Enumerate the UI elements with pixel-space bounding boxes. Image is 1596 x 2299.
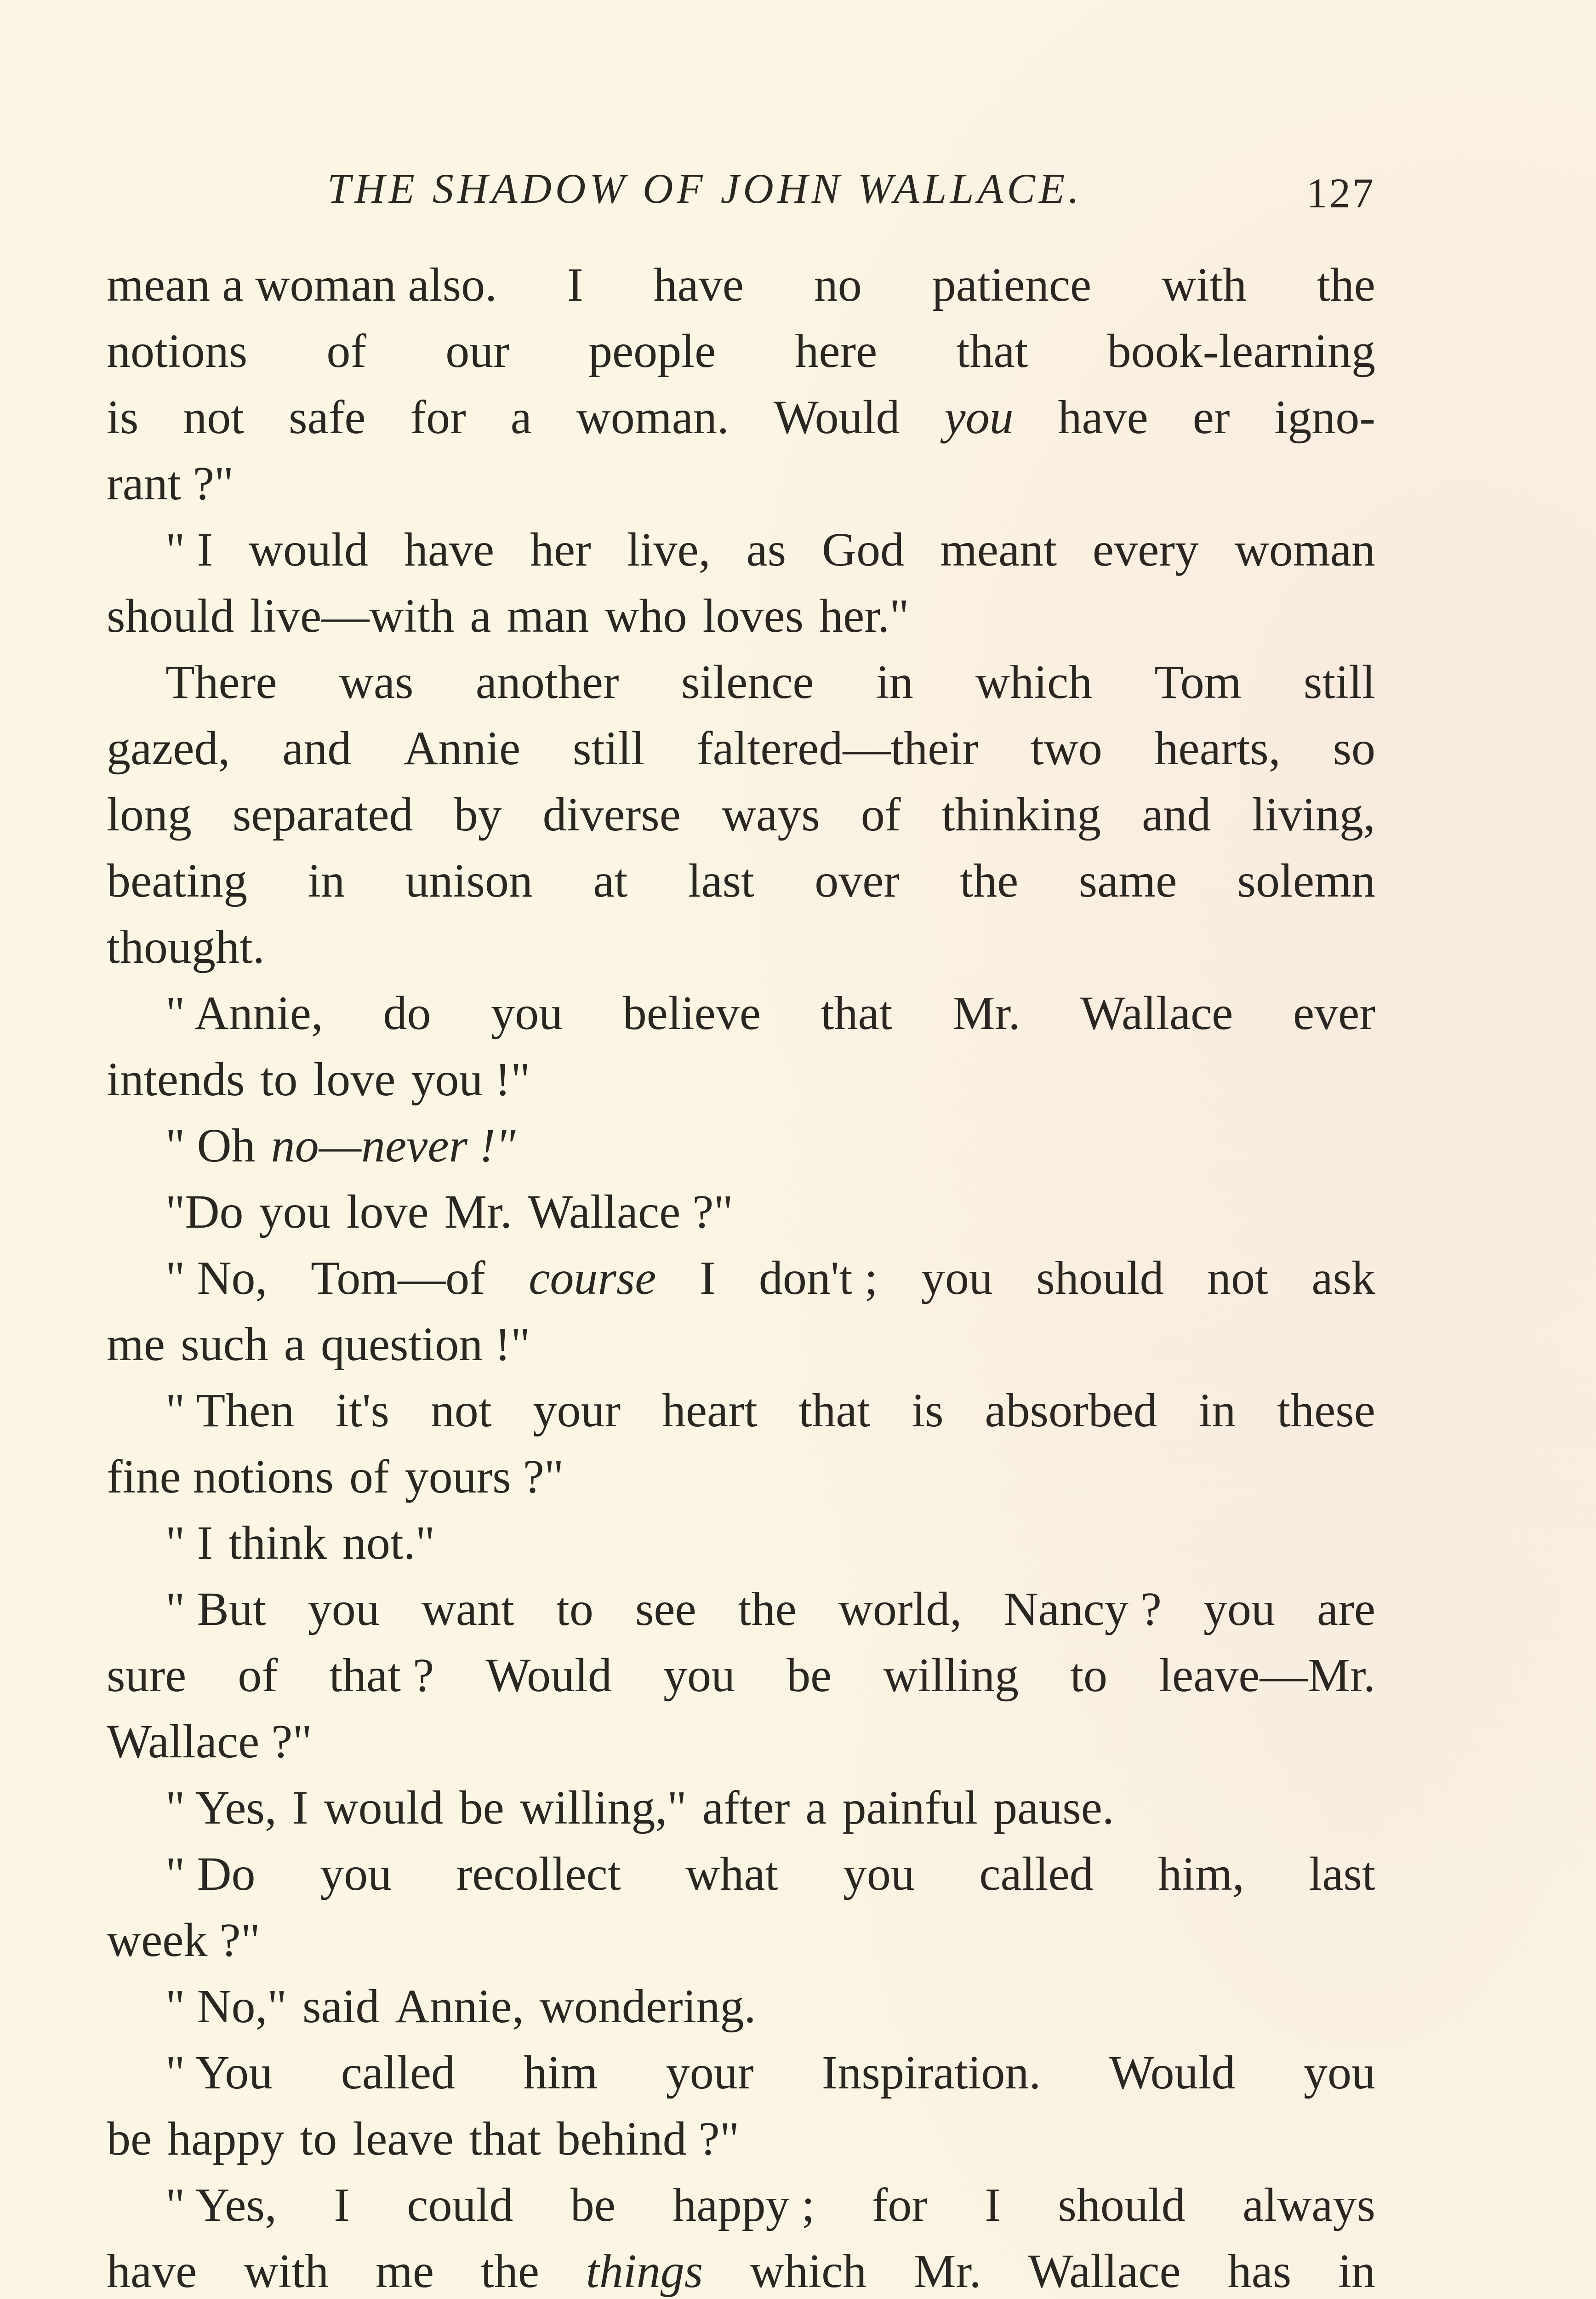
text-line: " But you want to see the world, Nancy ? you are xyxy=(165,1583,1375,1636)
text-line: " Yes, I would be willing," after a painful pause. xyxy=(165,1781,1114,1834)
text-line: me such a question !" xyxy=(107,1318,530,1371)
text-line: have with me the things which Mr. Wallace has in xyxy=(107,2245,1375,2298)
text-line: be happy to leave that behind ?" xyxy=(107,2112,740,2165)
text-line: rant ?" xyxy=(107,457,234,510)
text-line: There was another silence in which Tom still xyxy=(165,656,1375,709)
text-line: sure of that ? Would you be willing to leave—Mr. xyxy=(107,1649,1375,1702)
text-line: Wallace ?" xyxy=(107,1715,312,1768)
text-line: " Oh no—never !" xyxy=(165,1119,516,1172)
text-line: long separated by diverse ways of thinking and living, xyxy=(107,788,1375,841)
text-line: thought. xyxy=(107,921,265,973)
text-line: " I would have her live, as God meant every woman xyxy=(165,523,1375,576)
page-header xyxy=(107,156,1375,221)
text-line: notions of our people here that book-learning xyxy=(107,325,1375,377)
text-line: " Then it's not your heart that is absorbed in these xyxy=(165,1384,1375,1437)
page-number: 127 xyxy=(1306,170,1375,217)
text-line: beating in unison at last over the same solemn xyxy=(107,854,1375,907)
text-line: is not safe for a woman. Would you have er igno- xyxy=(107,391,1375,444)
body-text xyxy=(107,252,1375,2299)
text-line: mean a woman also. I have no patience with the xyxy=(107,258,1375,311)
text-line: " You called him your Inspiration. Would you xyxy=(165,2046,1375,2099)
text-line: " Annie, do you believe that Mr. Wallace ever xyxy=(165,987,1375,1040)
text-line: gazed, and Annie still faltered—their two hearts, so xyxy=(107,722,1375,775)
text-line: should live—with a man who loves her." xyxy=(107,589,909,642)
text-line: intends to love you !" xyxy=(107,1053,530,1106)
text-line: " Yes, I could be happy ; for I should always xyxy=(165,2179,1375,2231)
text-line: week ?" xyxy=(107,1914,261,1967)
text-line: fine notions of yours ?" xyxy=(107,1450,564,1503)
text-line: " Do you recollect what you called him, last xyxy=(165,1847,1375,1900)
text-line: " No," said Annie, wondering. xyxy=(165,1980,756,2033)
text-line: " No, Tom—of course I don't ; you should not ask xyxy=(165,1252,1375,1304)
running-head: THE SHADOW OF JOHN WALLACE. xyxy=(327,165,1083,212)
text-line: " I think not." xyxy=(165,1516,435,1569)
text-line: "Do you love Mr. Wallace ?" xyxy=(165,1185,733,1238)
